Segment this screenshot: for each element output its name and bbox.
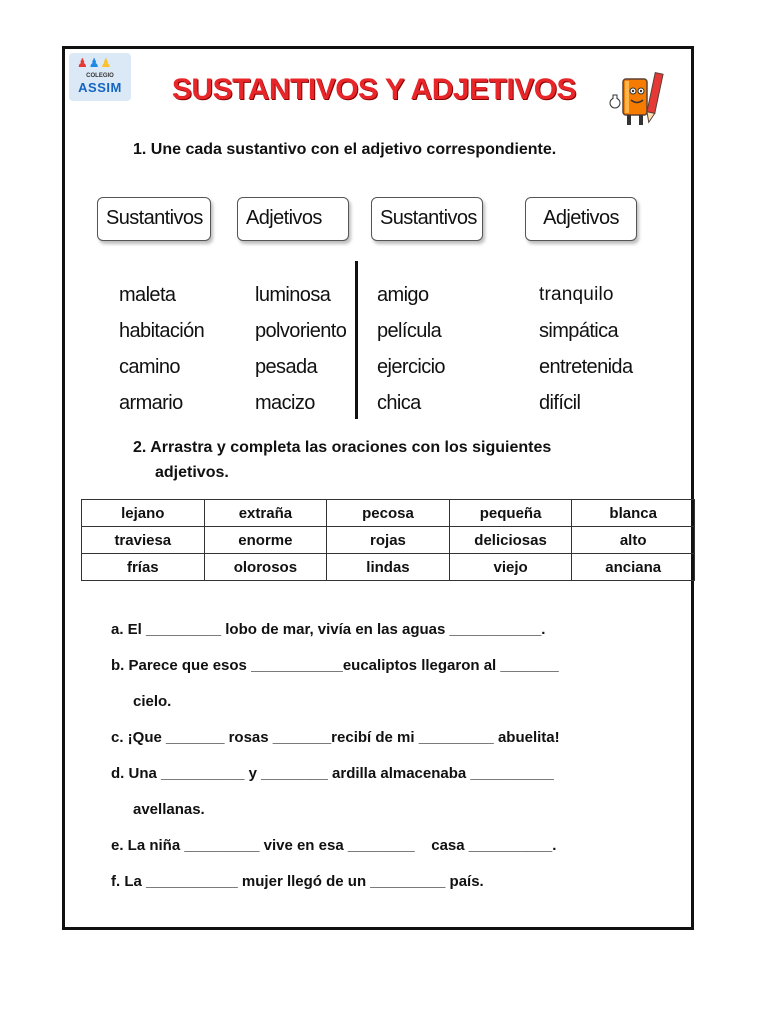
- instruction-line: 2. Arrastra y completa las oraciones con los siguientes: [133, 439, 552, 456]
- word-bank-cell[interactable]: deliciosas: [449, 527, 572, 554]
- list-item[interactable]: difícil: [539, 392, 581, 414]
- word-bank-cell[interactable]: pequeña: [449, 500, 572, 527]
- word-bank-cell[interactable]: olorosos: [204, 554, 327, 581]
- school-logo: [69, 53, 131, 101]
- sentence-a[interactable]: a. El _________ lobo de mar, vivía en las aguas ___________.: [111, 621, 546, 638]
- children-figures-icon: ♟♟♟: [77, 56, 113, 70]
- header-adjetivos-2: Adjetivos: [525, 197, 637, 241]
- adjectives-column-1: [255, 277, 346, 421]
- list-item[interactable]: chica: [377, 392, 421, 414]
- nouns-column-2: [377, 277, 445, 421]
- word-bank-cell[interactable]: frías: [82, 554, 205, 581]
- sentence-b-continuation[interactable]: cielo.: [133, 693, 172, 710]
- sentence-b[interactable]: b. Parece que esos ___________eucaliptos llegaron al _______: [111, 657, 559, 674]
- sentence-c[interactable]: c. ¡Que _______ rosas _______recibí de mi _________ abuelita!: [111, 729, 560, 746]
- word-bank-cell[interactable]: anciana: [572, 554, 695, 581]
- list-item[interactable]: amigo: [377, 284, 429, 306]
- word-bank-cell[interactable]: traviesa: [82, 527, 205, 554]
- sentence-e[interactable]: e. La niña _________ vive en esa ________ casa __________.: [111, 837, 557, 854]
- word-bank-cell[interactable]: lindas: [327, 554, 450, 581]
- exercise2-instruction: [133, 435, 551, 485]
- list-item[interactable]: tranquilo: [539, 284, 614, 305]
- list-item[interactable]: pesada: [255, 356, 318, 378]
- table-row: [82, 554, 695, 581]
- word-bank-cell[interactable]: lejano: [82, 500, 205, 527]
- word-bank-cell[interactable]: viejo: [449, 554, 572, 581]
- book-pencil-mascot-icon: [605, 69, 675, 133]
- header-adjetivos-1: Adjetivos: [237, 197, 349, 241]
- worksheet-title: SUSTANTIVOS Y ADJETIVOS: [171, 73, 577, 106]
- list-item[interactable]: luminosa: [255, 284, 331, 306]
- nouns-column-1: [119, 277, 204, 421]
- logo-subtitle: COLEGIO: [86, 73, 114, 79]
- table-row: [82, 527, 695, 554]
- word-bank-cell[interactable]: pecosa: [327, 500, 450, 527]
- sentence-f[interactable]: f. La ___________ mujer llegó de un _________ país.: [111, 873, 484, 890]
- list-item[interactable]: armario: [119, 392, 183, 414]
- sentence-d-continuation[interactable]: avellanas.: [133, 801, 205, 818]
- word-bank-cell[interactable]: rojas: [327, 527, 450, 554]
- exercise1-instruction: 1. Une cada sustantivo con el adjetivo correspondiente.: [133, 141, 557, 158]
- sentence-d[interactable]: d. Una __________ y ________ ardilla almacenaba __________: [111, 765, 554, 782]
- worksheet: [62, 46, 694, 930]
- list-item[interactable]: entretenida: [539, 356, 633, 378]
- table-row: [82, 500, 695, 527]
- list-item[interactable]: habitación: [119, 320, 205, 342]
- logo-name: ASSIM: [78, 80, 122, 95]
- header-sustantivos-1: Sustantivos: [97, 197, 211, 241]
- list-item[interactable]: simpática: [539, 320, 619, 342]
- list-item[interactable]: maleta: [119, 284, 176, 306]
- header-sustantivos-2: Sustantivos: [371, 197, 483, 241]
- word-bank-cell[interactable]: alto: [572, 527, 695, 554]
- word-bank-cell[interactable]: blanca: [572, 500, 695, 527]
- column-divider: [355, 261, 358, 419]
- list-item[interactable]: macizo: [255, 392, 315, 414]
- word-bank-cell[interactable]: extraña: [204, 500, 327, 527]
- word-bank-cell[interactable]: enorme: [204, 527, 327, 554]
- adjectives-word-bank: [81, 499, 695, 581]
- list-item[interactable]: película: [377, 320, 442, 342]
- list-item[interactable]: ejercicio: [377, 356, 445, 378]
- list-item[interactable]: polvoriento: [255, 320, 347, 342]
- instruction-line: adjetivos.: [155, 464, 229, 481]
- list-item[interactable]: camino: [119, 356, 180, 378]
- adjectives-column-2: [539, 277, 632, 421]
